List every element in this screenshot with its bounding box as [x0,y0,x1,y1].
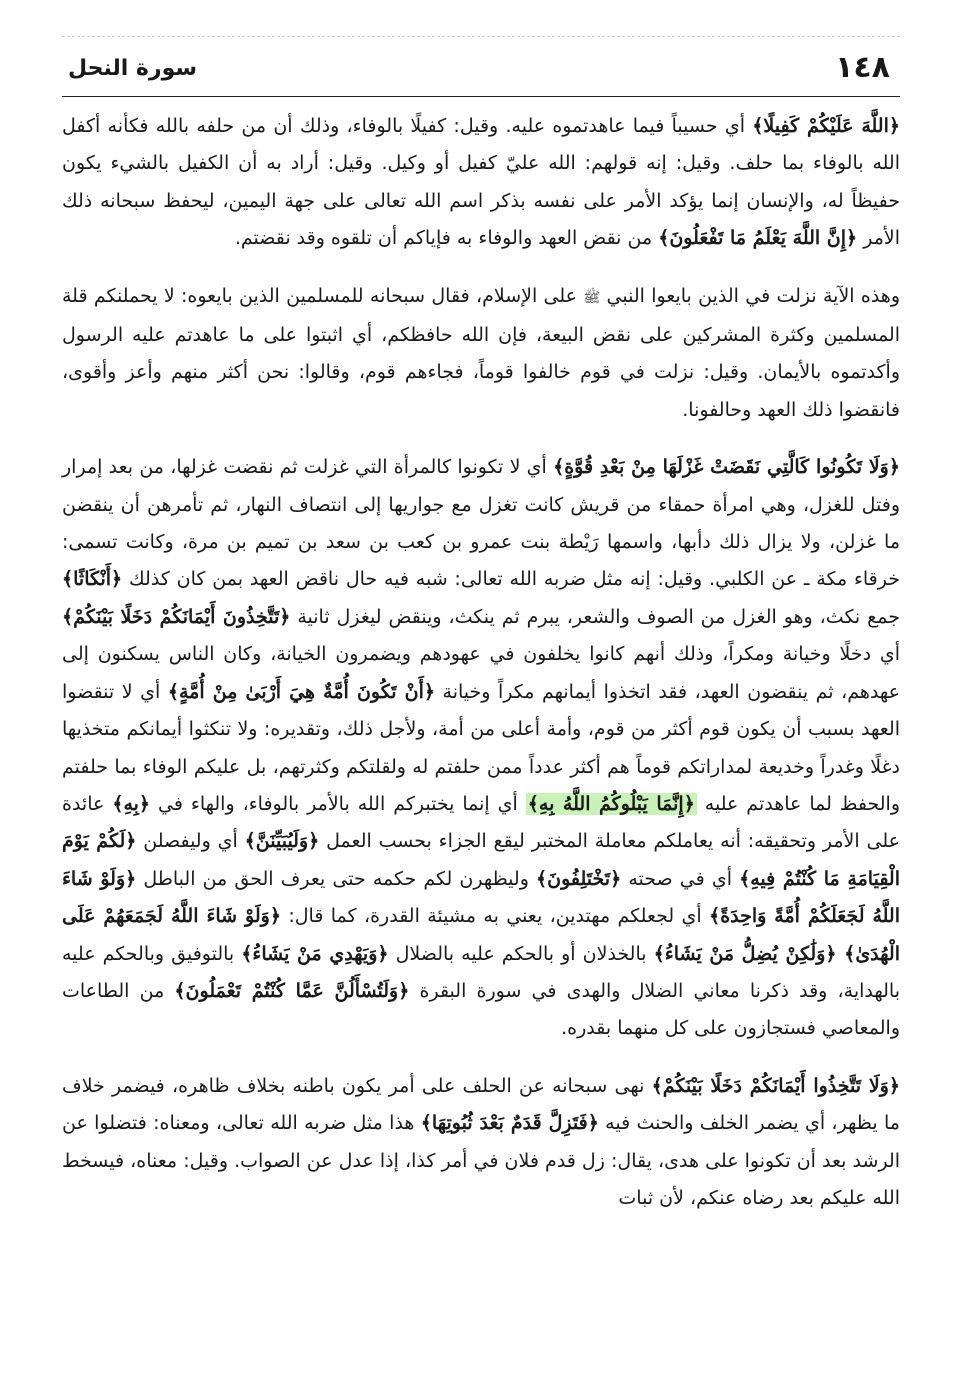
commentary-text: أي لجعلكم مهتدين، يعني به مشيئة القدرة، كما قال: [280,905,710,928]
commentary-text: أي حسيباً فيما عاهدتموه عليه. وقيل: كفيلًا بالوفاء، وذلك أن من حلفه بالله فكأنه أكفل الله بالوفاء بما حلف. وقيل: إنه قولهم: الله عليّ كفيل أو وكيل. وقيل: أراد به أن الكفيل بالشيء يكون حفيظاً له، والإنسان إنما يؤكد الأمر على نفسه بذكر اسم الله تعالى على جهة اليمين، ليحفظ سبحانه ذلك الأمر [62,115,900,250]
quran-verse: ﴿وَلَتُسْأَلُنَّ عَمَّا كُنْتُمْ تَعْمَلُونَ﴾ [174,979,410,1002]
commentary-text: وهذه الآية نزلت في الذين بايعوا النبي [600,284,900,307]
paragraph [62,449,900,1048]
page-top-edge [62,22,900,37]
quran-verse: ﴿إِنَّ اللَّهَ يَعْلَمُ مَا تَفْعَلُونَ﴾ [658,227,858,250]
quran-verse: ﴿وَلَوْ شَاءَ اللَّهُ لَجَعَلَكُمْ أُمَّةً وَاحِدَةً﴾ [62,867,900,928]
quran-verse: ﴿وَلَيُبَيِّنَنَّ﴾ [244,830,320,853]
quran-verse: ﴿فَتَزِلَّ قَدَمٌ بَعْدَ ثُبُوتِهَا﴾ [420,1112,599,1135]
commentary-text: أي لا تنقضوا العهد بسبب أن يكون قوم أكثر من قوم، وأمة أعلى من أمة، ولأجل ذلك، وتقديره: ولا تنكثوا أيمانكم متخذيها دغلًا وغدراً وخديعة لمداراتكم قوماً هم أكثر عدداً ممن حلفتم له ولقلتكم وكثرتهم، بل عليكم الوفاء بما حلفتم والحفظ لما عاهدتم عليه [62,680,901,815]
quran-verse: ﴿اللَّهَ عَلَيْكُمْ كَفِيلًا﴾ [752,115,901,137]
commentary-text: بالتوفيق وبالحكم عليه بالهداية، وقد ذكرنا معاني الضلال والهدى في سورة البقرة [62,942,900,1002]
page-number: ١٤٨ [835,50,890,85]
commentary-text: هذا مثل ضربه الله تعالى، ومعناه: فتضلوا عن الرشد بعد أن تكونوا على هدى، يقال: زل قدم فلان في أمر كذا، إذا عدل عن الصواب. وقيل: معناه، فيسخط الله عليكم بعد رضاه عنكم، لأن ثبات [62,1112,900,1209]
book-page [62,22,900,1372]
commentary-text: من نقض العهد والوفاء به فإياكم أن تلقوه وقد نقضتم. [234,227,659,250]
surah-title: سورة النحل [68,56,198,81]
commentary-text: أي في صحته [621,867,740,890]
quran-verse: ﴿وَلَوْ شَاءَ اللَّهُ لَجَمَعَهُمْ عَلَى الْهُدَىٰ﴾ ﴿وَلَٰكِنْ يُضِلُّ مَنْ يَشَاءُ﴾ [62,905,900,965]
paragraph [62,1068,900,1218]
commentary-text: جمع نكث، وهو الغزل من الصوف والشعر، يبرم ثم ينكث، وينقض ليغزل ثانية [290,605,900,628]
page-header [62,40,900,97]
commentary-text: عائدة على الأمر وتحقيقه: أنه يعاملكم معاملة المختبر ليقع الجزاء بحسب العمل [62,792,900,853]
highlighted-verse: ﴿إِنَّمَا يَبْلُوكُمُ اللَّهُ بِهِ﴾ [527,792,695,815]
commentary-text: أي لا تكونوا كالمرأة التي غزلت ثم نقضت غزلها، من بعد إمرار وفتل للغزل، وهي امرأة حمقاء من قريش كانت تغزل مع جواريها إلى انتصاف النهار، ثم تأمرهن أن ينقضن ما غزلن، ولا يزال ذلك دأبها، واسمها رَيْطة بنت عمرو بن كعب بن سعد بن تميم بن مرة، وكانت تسمى: خرقاء مكة ـ عن الكلبي. وقيل: إنه مثل ضربه الله تعالى: شبه فيه حال ناقض العهد بمن كان كذلك [62,456,900,591]
salutation-glyph: ﷺ [583,289,601,306]
page-body [62,108,900,1237]
commentary-text: على الإسلام، فقال سبحانه للمسلمين الذين بايعوه: لا يحملنكم قلة المسلمين وكثرة المشركين على نقض البيعة، فإن الله حافظكم، أي اثبتوا على ما عاهدتم عليه الرسول وأكدتموه بالأيمان. وقيل: نزلت في قوم خالفوا قوماً، فجاءهم قوم، وقالوا: نحن أكثر منهم وأعز وأقوى، فانقضوا ذلك العهد وحالفونا. [62,284,900,421]
commentary-text: وليظهرن لكم حكمه حتى يعرف الحق من الباطل [136,867,536,890]
commentary-text: بالخذلان أو بالحكم عليه بالضلال [388,942,654,965]
commentary-text: من الطاعات والمعاصي فستجازون على كل منهما بقدره. [62,979,900,1040]
quran-verse: ﴿لَكُمْ يَوْمَ الْقِيَامَةِ مَا كُنْتُمْ فِيهِ﴾ [62,830,900,890]
commentary-text: أي دخلًا وخيانة ومكراً، وذلك أنهم كانوا يخلفون في عهودهم ويضمرون الخيانة، وكان الناس يسكنون إلى عهدهم، ثم ينقضون العهد، فقد اتخذوا أيمانهم مكراً وخيانة [62,643,901,703]
quran-verse: ﴿تَتَّخِذُونَ أَيْمَانَكُمْ دَخَلًا بَيْنَكُمْ﴾ [62,605,291,628]
quran-verse: ﴿تَخْتَلِفُونَ﴾ [536,867,622,890]
quran-verse: ﴿وَلَا تَتَّخِذُوا أَيْمَانَكُمْ دَخَلًا بَيْنَكُمْ﴾ [651,1074,900,1097]
paragraph [62,108,900,258]
paragraph [62,278,900,430]
quran-verse: ﴿وَلَا تَكُونُوا كَالَّتِي نَقَضَتْ غَزْلَهَا مِنْ بَعْدِ قُوَّةٍ﴾ [553,456,900,479]
quran-verse: ﴿بِهِ﴾ [112,792,151,815]
quran-verse: ﴿أَنْ تَكُونَ أُمَّةٌ هِيَ أَرْبَىٰ مِنْ أُمَّةٍ﴾ [167,680,435,703]
commentary-text: أي إنما يختبركم الله بالأمر بالوفاء، والهاء في [150,792,526,815]
commentary-text: نهى سبحانه عن الحلف على أمر يكون باطنه بخلاف ظاهره، فيضمر خلاف ما يظهر، أي يضمر الخلف والحنث فيه [62,1074,900,1135]
commentary-text: أي وليفصلن [136,830,245,853]
quran-verse: ﴿أَنْكَاثًا﴾ [62,568,123,591]
quran-verse: ﴿وَيَهْدِي مَنْ يَشَاءُ﴾ [241,942,389,965]
